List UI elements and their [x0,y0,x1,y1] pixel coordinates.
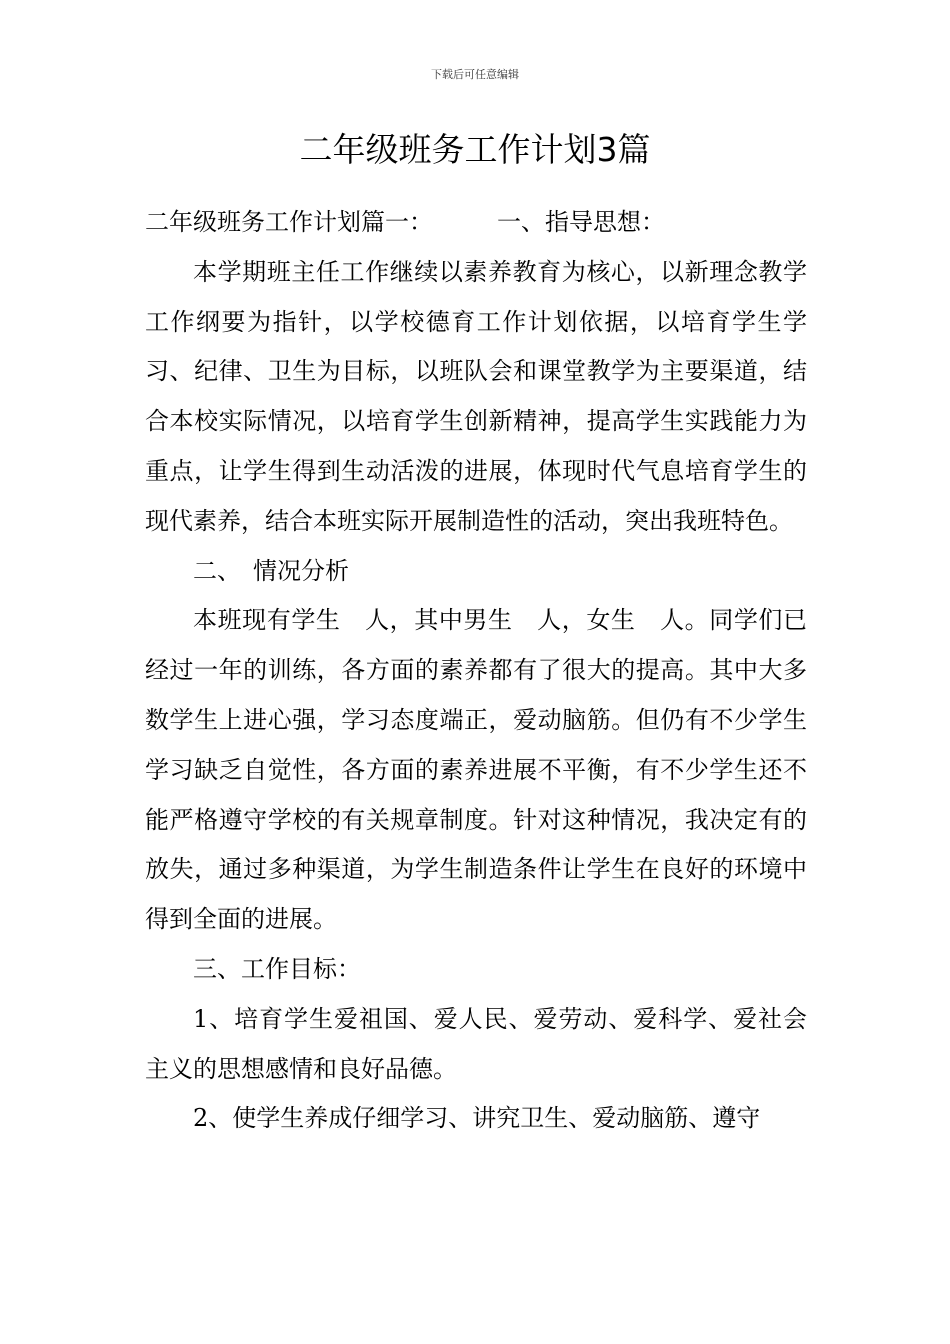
intro-line [145,198,807,248]
goal-item-2: 2、使学生养成仔细学习、讲究卫生、爱动脑筋、遵守 [193,1104,761,1133]
document-title: 二年级班务工作计划3篇 [299,130,651,169]
section-heading-3: 三、工作目标： [193,954,361,983]
section-heading-1: 一、指导思想： [497,208,665,236]
paragraph-guiding-ideas: 本学期班主任工作继续以素养教育为核心，以新理念教学工作纲要为指针，以学校德育工作计划依据，以培育学生学习、纪律、卫生为目标，以班队会和课堂教学为主要渠道，结合本校实际情况，以培育学生创新精神，提高学生实践能力为重点，让学生得到生动活泼的进展，体现时代气息培育学生的现代素养，结合本班实际开展制造性的活动，突出我班特色。 [145,257,807,535]
document-body [145,198,807,1144]
intro-lead: 二年级班务工作计划篇一： [145,208,433,236]
goal-item-1: 1、培育学生爱祖国、爱人民、爱劳动、爱科学、爱社会主义的思想感情和良好品德。 [145,1004,807,1083]
header-note: 下载后可任意编辑 [431,68,519,81]
paragraph-situation-analysis: 本班现有学生 人，其中男生 人，女生 人。同学们已经过一年的训练，各方面的素养都有了很大的提高。其中大多数学生上进心强，学习态度端正，爱动脑筋。但仍有不少学生学习缺乏自觉性，各方面的素养进展不平衡，有不少学生还不能严格遵守学校的有关规章制度。针对这种情况，我决定有的放失，通过多种渠道，为学生制造条件让学生在良好的环境中得到全面的进展。 [145,606,807,934]
section-heading-2: 二、 情况分析 [193,556,349,585]
